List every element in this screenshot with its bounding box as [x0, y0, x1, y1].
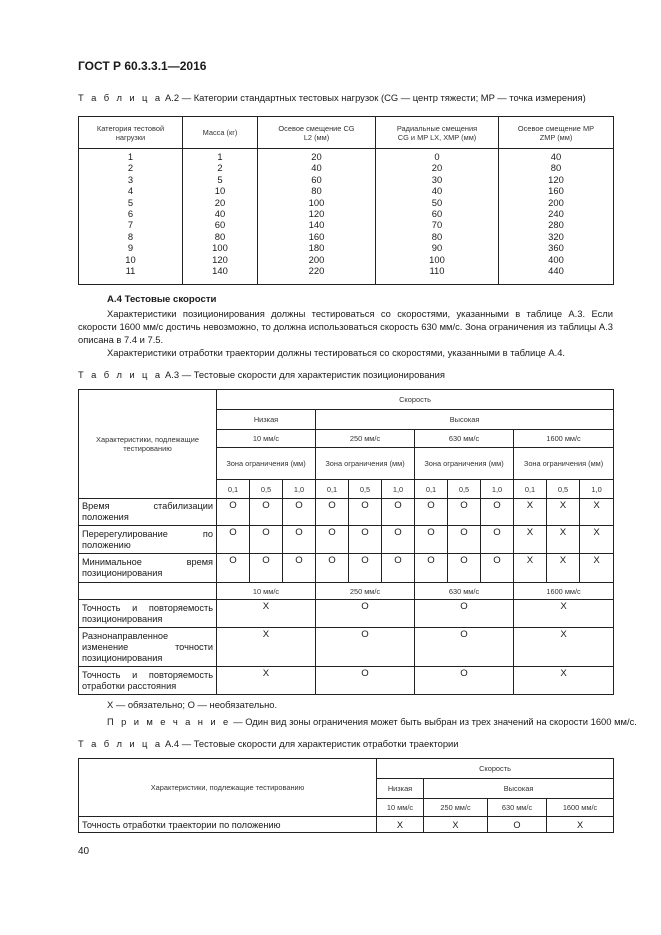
table-a2-col-category: 1 2 3 4 5 6 7 8 9 10 11 [79, 149, 183, 285]
section-paragraph-2: Характеристики отработки траектории должны тестироваться со скоростями, указанными в таблице А.4. [107, 347, 566, 358]
mark: X [514, 554, 547, 583]
table-row [79, 600, 614, 628]
zone-value: 0,1 [217, 480, 250, 499]
table-a3-zone-10: Зона ограничения (мм) [217, 448, 316, 480]
table-a3-note: П р и м е ч а н и е — Один вид зоны ограничения может быть выбран из трех значений на скорости 1600 мм/с. [107, 716, 637, 727]
mark: O [415, 499, 448, 526]
mark: O [349, 499, 382, 526]
table-a3-speed-250-repeat: 250 мм/с [316, 583, 415, 600]
mark: O [382, 499, 415, 526]
table-a4-speed-10: 10 мм/с [377, 799, 424, 817]
zone-value: 0,5 [349, 480, 382, 499]
table-row [79, 817, 614, 833]
table-a3-speed-10-repeat: 10 мм/с [217, 583, 316, 600]
table-row [79, 554, 614, 583]
mark: X [217, 600, 316, 628]
mark: X [547, 499, 580, 526]
table-a3-speed-1600-repeat: 1600 мм/с [514, 583, 614, 600]
mark: O [283, 526, 316, 554]
mark: O [448, 499, 481, 526]
table-a3-speed-630: 630 мм/с [415, 430, 514, 448]
table-a2 [78, 116, 614, 285]
mark: O [217, 526, 250, 554]
mark: X [514, 600, 614, 628]
table-a3-header-speed: Скорость [217, 390, 614, 410]
row-label: Точность и повторяемость позиционирования [79, 600, 217, 628]
table-a4-header-characteristics: Характеристики, подлежащие тестированию [79, 759, 377, 817]
zone-value: 0,1 [316, 480, 349, 499]
table-a2-col-cg-offset: 20 40 60 80 100 120 140 160 180 200 220 [258, 149, 376, 285]
mark: O [415, 526, 448, 554]
table-a3-zone-630: Зона ограничения (мм) [415, 448, 514, 480]
mark: X [217, 628, 316, 667]
mark: O [217, 499, 250, 526]
zone-value: 0,1 [415, 480, 448, 499]
row-label: Точность и повторяемость отработки расстояния [79, 667, 217, 695]
mark: O [415, 554, 448, 583]
table-a3-speed-1600: 1600 мм/с [514, 430, 614, 448]
mark: O [382, 526, 415, 554]
mark: O [481, 554, 514, 583]
row-label: Время стабилизации положения [79, 499, 217, 526]
mark: X [217, 667, 316, 695]
table-a3-speed-10: 10 мм/с [217, 430, 316, 448]
mark: O [316, 600, 415, 628]
mark: O [316, 628, 415, 667]
mark: X [514, 667, 614, 695]
table-a3 [78, 389, 614, 695]
zone-value: 0,5 [448, 480, 481, 499]
zone-value: 1,0 [481, 480, 514, 499]
mark: X [580, 526, 614, 554]
mark: O [382, 554, 415, 583]
table-a3-header-high: Высокая [316, 410, 614, 430]
table-a3-header-characteristics: Характеристики, подлежащие тестированию [79, 390, 217, 499]
table-a2-header-mass: Масса (кг) [183, 117, 258, 149]
zone-value: 0,1 [514, 480, 547, 499]
table-a3-speed-250: 250 мм/с [316, 430, 415, 448]
row-label: Разнонаправленное изменение точности позиционирования [79, 628, 217, 667]
table-a2-col-radial-offset: 0 20 30 40 50 60 70 80 90 100 110 [376, 149, 499, 285]
table-a4-header-speed: Скорость [377, 759, 614, 779]
mark: O [349, 554, 382, 583]
zone-value: 1,0 [283, 480, 316, 499]
mark: X [377, 817, 424, 833]
mark: X [547, 526, 580, 554]
table-a2-col-mp-offset: 40 80 120 160 200 240 280 320 360 400 440 [499, 149, 614, 285]
mark: O [283, 499, 316, 526]
blank-cell [79, 583, 217, 600]
row-label: Точность отработки траектории по положению [79, 817, 377, 833]
mark: X [424, 817, 488, 833]
table-a3-caption: Т а б л и ц а А.3 — Тестовые скорости для характеристик позиционирования [78, 369, 445, 380]
zone-value: 0,5 [250, 480, 283, 499]
mark: O [481, 499, 514, 526]
section-heading: А.4 Тестовые скорости [107, 294, 217, 305]
table-a4-caption: Т а б л и ц а А.4 — Тестовые скорости для характеристик отработки траектории [78, 738, 459, 749]
table-a3-zone-1600: Зона ограничения (мм) [514, 448, 614, 480]
table-a4-speed-1600: 1600 мм/с [547, 799, 614, 817]
section-paragraph-1: Характеристики позиционирования должны тестироваться со скоростями, указанными в таблице А.3. Если скорости 1600 мм/с достичь невозможно, то должна использоваться скорость 630 мм/с. Зона ограничения из таблицы А.3 описана в 7.4 и 7.5. [78, 308, 613, 345]
mark: X [547, 817, 614, 833]
mark: O [415, 600, 514, 628]
mark: O [316, 499, 349, 526]
row-label: Перерегулирование по положению [79, 526, 217, 554]
table-a2-header-mp-offset: Осевое смещение MP ZMP (мм) [499, 117, 614, 149]
mark: O [448, 554, 481, 583]
mark: X [514, 526, 547, 554]
table-a4-speed-630: 630 мм/с [488, 799, 547, 817]
mark: O [481, 526, 514, 554]
table-a4-speed-250: 250 мм/с [424, 799, 488, 817]
table-a2-header-category: Категория тестовой нагрузки [79, 117, 183, 149]
mark: O [448, 526, 481, 554]
page-number: 40 [78, 846, 90, 857]
table-a4 [78, 758, 614, 833]
table-a3-header-low: Низкая [217, 410, 316, 430]
table-a4-header-high: Высокая [424, 779, 614, 799]
table-row [79, 628, 614, 667]
table-a2-header-radial-offsets: Радиальные смещения CG и MP LX, XMP (мм) [376, 117, 499, 149]
zone-value: 1,0 [580, 480, 614, 499]
mark: O [316, 554, 349, 583]
mark: O [349, 526, 382, 554]
mark: X [514, 628, 614, 667]
mark: X [580, 499, 614, 526]
row-label: Минимальное время позиционирования [79, 554, 217, 583]
table-a3-speed-630-repeat: 630 мм/с [415, 583, 514, 600]
zone-value: 1,0 [382, 480, 415, 499]
mark: O [316, 526, 349, 554]
mark: O [283, 554, 316, 583]
mark: O [415, 628, 514, 667]
table-a2-col-mass: 1 2 5 10 20 40 60 80 100 120 140 [183, 149, 258, 285]
table-row [79, 667, 614, 695]
mark: O [250, 554, 283, 583]
mark: X [580, 554, 614, 583]
document-header: ГОСТ Р 60.3.3.1—2016 [78, 59, 207, 73]
table-a2-caption: Т а б л и ц а А.2 — Категории стандартных тестовых нагрузок (CG — центр тяжести; MP — точка измерения) [78, 92, 586, 103]
mark: O [217, 554, 250, 583]
mark: O [488, 817, 547, 833]
mark: X [547, 554, 580, 583]
table-row [79, 526, 614, 554]
table-row [79, 499, 614, 526]
mark: O [316, 667, 415, 695]
mark: O [250, 526, 283, 554]
table-a4-header-low: Низкая [377, 779, 424, 799]
zone-value: 0,5 [547, 480, 580, 499]
mark: O [250, 499, 283, 526]
mark: O [415, 667, 514, 695]
table-a3-legend: X — обязательно; О — необязательно. [107, 699, 278, 710]
mark: X [514, 499, 547, 526]
table-a3-zone-250: Зона ограничения (мм) [316, 448, 415, 480]
table-a2-header-cg-offset: Осевое смещение CG L2 (мм) [258, 117, 376, 149]
